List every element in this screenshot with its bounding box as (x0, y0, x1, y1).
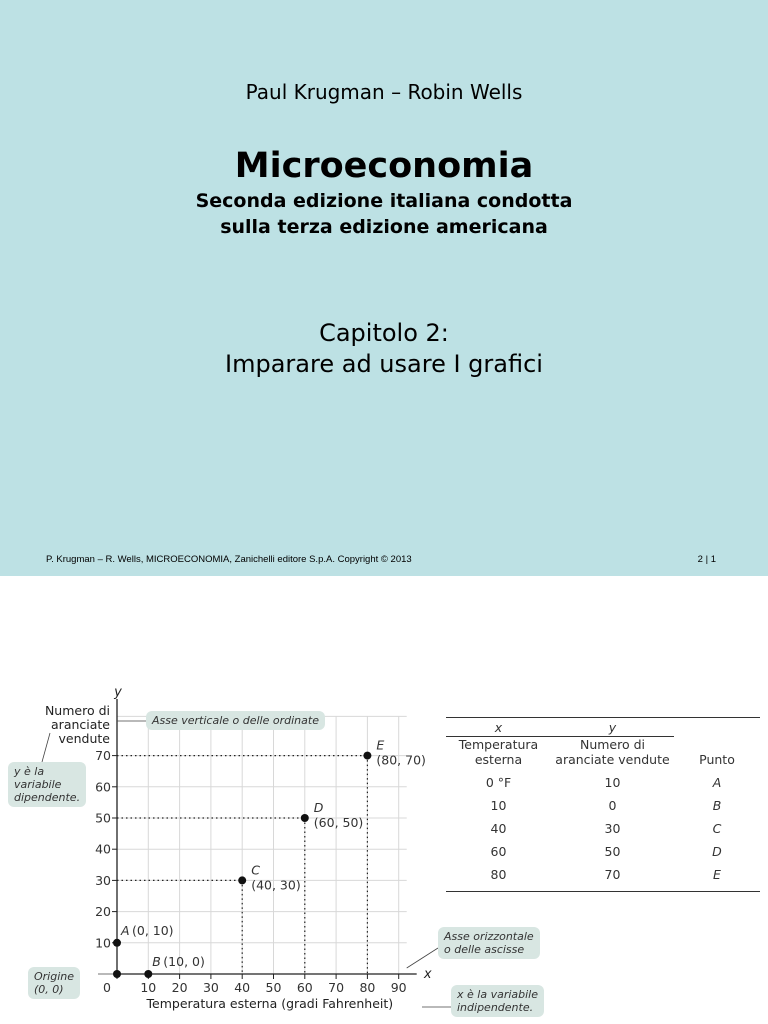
x-tick-label: 40 (234, 980, 251, 995)
point-C (238, 876, 246, 884)
cell-point: A (712, 775, 722, 790)
cell-point: E (713, 867, 721, 882)
authors: Paul Krugman – Robin Wells (245, 80, 523, 104)
callout-horizontal-line-1: Asse orizzontale (444, 930, 534, 943)
table-header-row (446, 737, 760, 772)
y-axis-letter: y (114, 685, 122, 700)
callout-connector (407, 948, 438, 968)
x-tick-label: 60 (296, 980, 313, 995)
point-coord-A: (0, 10) (132, 922, 174, 938)
point-coord-B: (10, 0) (163, 954, 205, 969)
point-B (144, 970, 152, 978)
callout-horizontal-axis (438, 927, 540, 959)
point-label-D: D (313, 800, 324, 815)
table-symbol-row (446, 718, 760, 737)
x-tick-label: 90 (390, 980, 407, 995)
y-tick-label: 60 (95, 779, 111, 795)
callout-dependent-variable (8, 762, 86, 807)
point-label-B: B (152, 954, 161, 969)
point-D (301, 814, 309, 822)
point-coord-E: (80, 70) (376, 752, 426, 768)
point-E (363, 752, 371, 760)
point-coord-D: (60, 50) (313, 815, 364, 830)
callout-origin-line-2: (0, 0) (34, 983, 64, 996)
x-tick-label: 20 (171, 980, 188, 995)
header-y-symbol: y (608, 719, 617, 735)
cell-point: B (712, 798, 722, 813)
cell-temperature: 40 (490, 821, 507, 836)
x-axis-letter: x (423, 967, 432, 982)
slide-subtitle (0, 188, 768, 240)
y-tick-label: 50 (95, 810, 111, 826)
cell-temperature: 10 (490, 798, 507, 813)
cell-sales: 70 (604, 867, 621, 882)
footer-copyright: P. Krugman – R. Wells, MICROECONOMIA, Zanichelli editore S.p.A. Copyright © 2013 (46, 554, 412, 565)
subtitle-line-2: sulla terza edizione americana (220, 216, 548, 238)
x-tick-label: 80 (359, 980, 376, 995)
point-label-E: E (376, 737, 385, 753)
x-tick-label: 50 (265, 980, 282, 995)
callout-independent-line-1: x è la variabile (457, 988, 538, 1001)
chapter-line-2: Imparare ad usare I grafici (225, 350, 543, 378)
slide-title: Microeconomia (234, 146, 534, 186)
cell-sales: 10 (604, 775, 621, 790)
callout-horizontal-line-2: o delle ascisse (444, 943, 525, 956)
x-tick-label: 30 (202, 980, 219, 995)
cell-sales: 30 (604, 821, 621, 836)
x-axis-label: Temperatura esterna (gradi Fahrenheit) (146, 996, 394, 1011)
x-tick-label: 0 (103, 980, 111, 995)
y-tick-label: 20 (95, 904, 111, 920)
y-tick-label: 10 (95, 935, 111, 951)
header-col-point: Punto (699, 752, 735, 767)
y-axis-label: aranciate (51, 717, 110, 732)
cell-temperature: 60 (490, 844, 507, 859)
callout-vertical-axis: Asse verticale o delle ordinate (146, 711, 325, 730)
table-row (446, 817, 760, 840)
y-tick-label: 30 (95, 872, 111, 888)
callout-independent-variable (451, 985, 544, 1017)
cell-sales: 50 (604, 844, 621, 859)
point-origin (113, 970, 121, 978)
cell-point: C (712, 821, 722, 836)
callout-origin-line-1: Origine (34, 970, 75, 983)
y-tick-label: 70 (95, 748, 111, 764)
table-row (446, 794, 760, 817)
chapter-line-1: Capitolo 2: (319, 319, 449, 347)
data-table (446, 718, 760, 886)
cell-temperature: 80 (490, 867, 507, 882)
point-label-C: C (251, 862, 260, 878)
header-col-temperature: Temperatura esterna (446, 737, 551, 772)
cell-point: D (712, 844, 722, 859)
y-axis-label: Numero di (44, 703, 110, 718)
callout-dependent-line-1: y è la (14, 765, 45, 778)
footer-page-number: 2 | 1 (697, 554, 716, 565)
cell-temperature: 0 °F (485, 775, 512, 790)
header-x-symbol: x (494, 719, 503, 735)
subtitle-line-1: Seconda edizione italiana condotta (195, 190, 573, 212)
chapter-heading (0, 318, 768, 380)
callout-independent-line-2: indipendente. (457, 1001, 534, 1014)
callout-origin (28, 967, 80, 999)
table-row (446, 771, 760, 794)
header-col-sales: Numero di aranciate vendute (551, 737, 674, 772)
callout-dependent-line-3: dipendente. (14, 791, 81, 804)
table-row (446, 840, 760, 863)
table-bottom-rule (446, 891, 760, 892)
callout-dependent-line-2: variabile (14, 778, 62, 791)
point-label-A: A (121, 922, 130, 938)
y-tick-label: 40 (95, 841, 111, 857)
point-A (113, 939, 121, 947)
callout-connector (42, 733, 50, 762)
x-tick-label: 10 (140, 980, 157, 995)
y-axis-label: vendute (58, 731, 110, 746)
cell-sales: 0 (608, 798, 617, 813)
table-row (446, 863, 760, 886)
point-coord-C: (40, 30) (251, 877, 301, 893)
x-tick-label: 70 (328, 980, 345, 995)
